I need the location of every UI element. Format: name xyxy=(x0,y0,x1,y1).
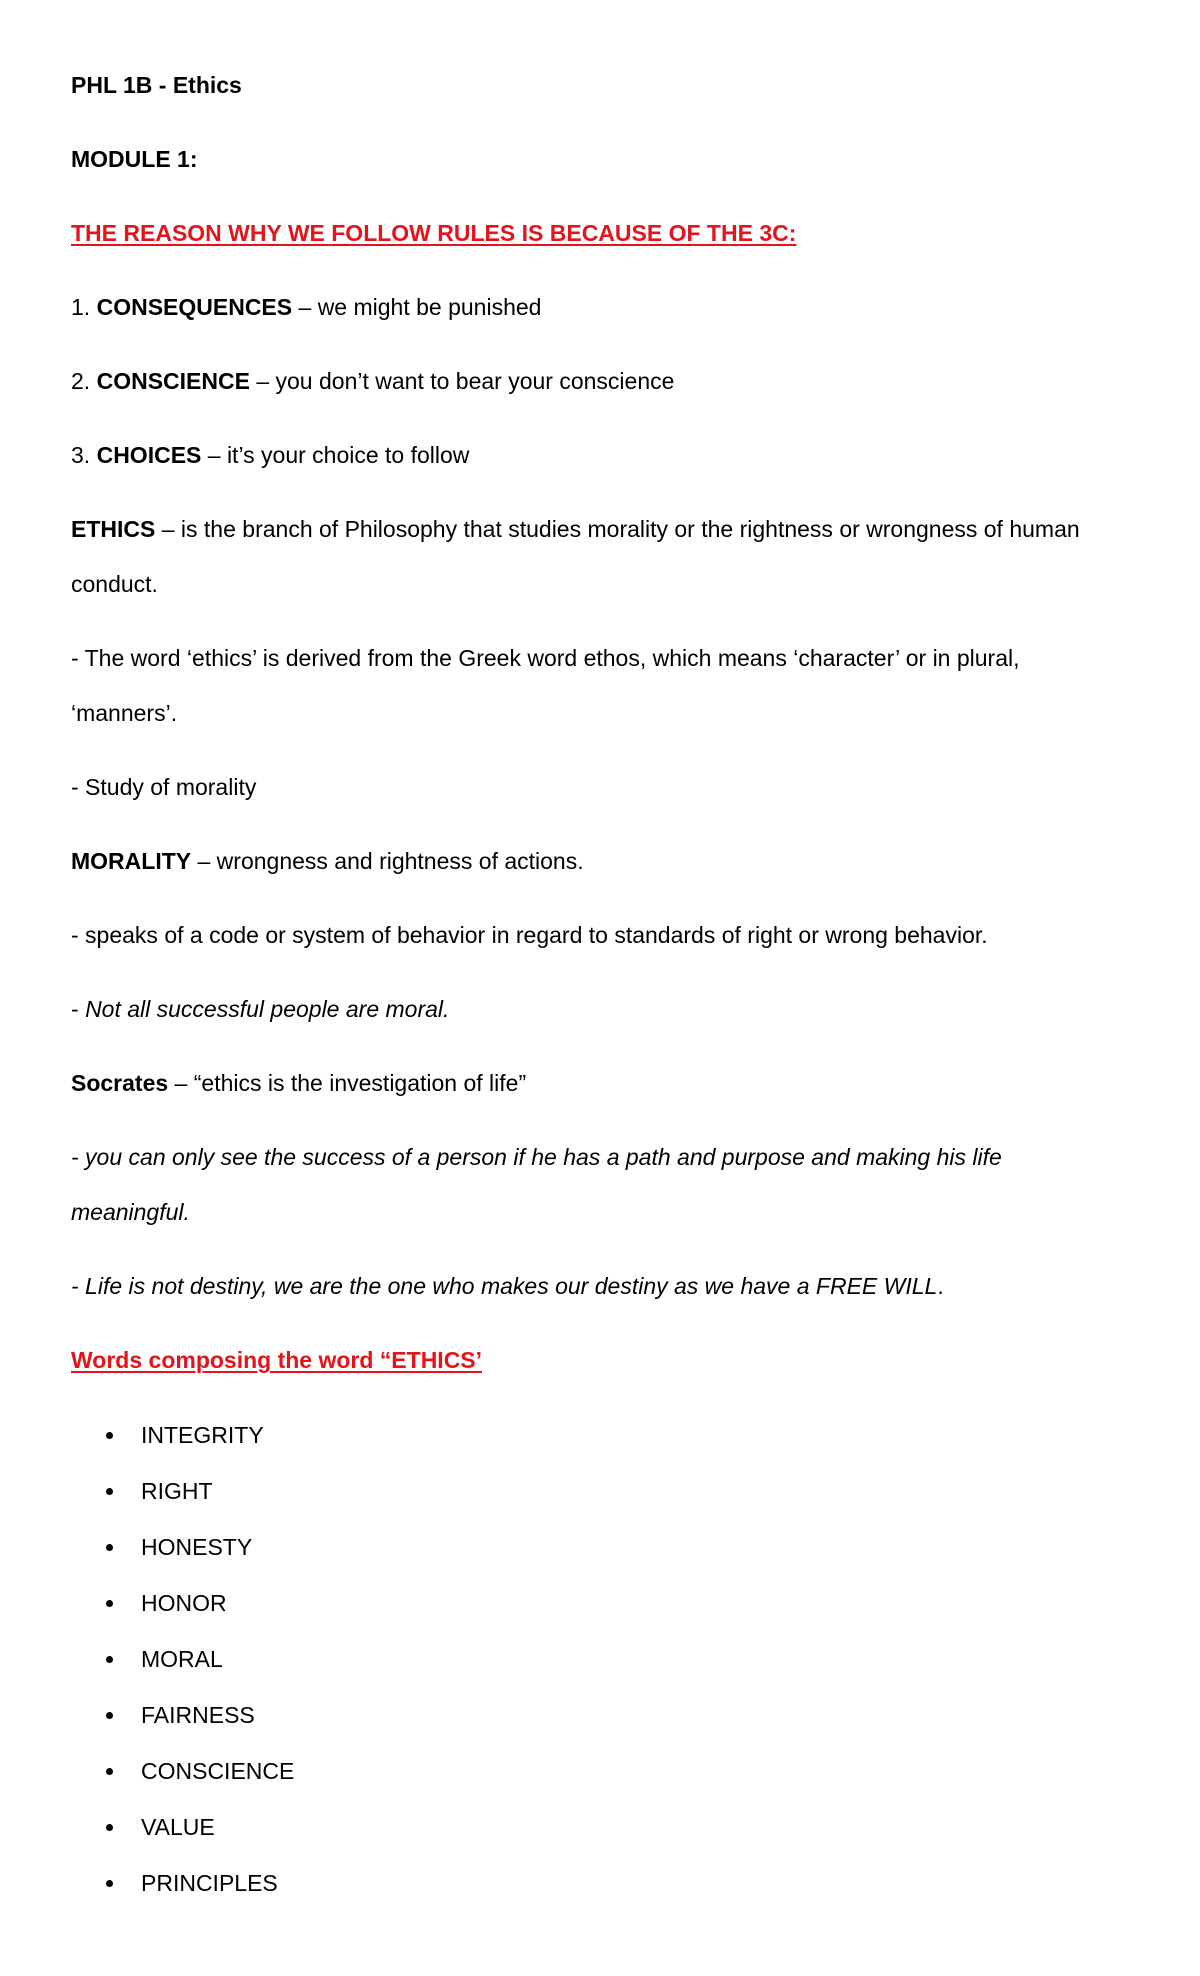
morality-dash: - xyxy=(71,996,86,1022)
three-c-number: 1. xyxy=(71,294,91,320)
course-title: PHL 1B - Ethics xyxy=(71,72,242,98)
bullet-icon xyxy=(106,1712,113,1719)
ethics-definition-text: – is the branch of Philosophy that studies morality or the rightness or wrongness of human xyxy=(155,516,1080,542)
document-page: PHL 1B - Ethics MODULE 1: THE REASON WHY WE FOLLOW RULES IS BECAUSE OF THE 3C: 1. CONSEQUENCES – we might be punished 2. CONSCIENCE – you don’t want to bear your conscience 3. CHOICES – it’s your choice to follow ETHICS – is the branch of Philosophy that studies morality or the rightness or wrongness of human conduct. - The word ‘ethics’ is derived from the Greek word ethos, which means ‘character’ or in plural, ‘manners’. - Study of morality MORALITY – wrongness and rightness of actions. - speaks of a code or system of behavior in regard to standards of right or wrong behavior. - Not all successful people are moral. Socrates – “ethics is the investigation of life” - you can only see the success of a person if he has a path and purpose and making his life meaningful. - Life is not destiny, we are the one who makes our destiny as we have a FREE WILL. Words composing the word “ETHICS’ INTEGRITY RIGHT HONESTY HONOR MORAL FAIRNESS CONSCIENCE VALUE PRINCIPLES xyxy=(0,0,1200,1976)
morality-code-note: - speaks of a code or system of behavior in regard to standards of right or wrong behavior. xyxy=(71,922,988,948)
ethics-definition-continued: conduct. xyxy=(71,571,158,597)
ethics-derivation: - The word ‘ethics’ is derived from the Greek word ethos, which means ‘character’ or in plural, xyxy=(71,645,1020,671)
three-c-text: – you don’t want to bear your conscience xyxy=(249,368,675,394)
three-c-number: 2. xyxy=(71,368,91,394)
destiny-note xyxy=(71,1271,1131,1301)
ethics-term: ETHICS xyxy=(71,516,156,542)
three-c-term: CONSCIENCE xyxy=(96,368,250,394)
three-c-item-choices xyxy=(71,440,1131,470)
bullet-icon xyxy=(106,1488,113,1495)
destiny-note-period: . xyxy=(937,1273,944,1299)
rules-heading: THE REASON WHY WE FOLLOW RULES IS BECAUSE OF THE 3C: xyxy=(71,220,797,246)
morality-term: MORALITY xyxy=(71,848,192,874)
morality-definition xyxy=(71,846,1131,876)
words-heading: Words composing the word “ETHICS’ xyxy=(71,1347,483,1373)
three-c-number: 3. xyxy=(71,442,91,468)
three-c-item-consequences xyxy=(71,292,1131,322)
destiny-note-text: - Life is not destiny, we are the one who makes our destiny as we have a FREE WILL xyxy=(71,1273,938,1299)
bullet-icon xyxy=(106,1544,113,1551)
three-c-term: CHOICES xyxy=(96,442,202,468)
socrates-quote xyxy=(71,1068,1131,1098)
morality-success-note xyxy=(71,994,1131,1024)
socrates-note: - you can only see the success of a person if he has a path and purpose and making his life xyxy=(71,1144,1002,1170)
bullet-icon xyxy=(106,1880,113,1887)
bullet-icon xyxy=(106,1656,113,1663)
bullet-icon xyxy=(106,1432,113,1439)
three-c-item-conscience xyxy=(71,366,1131,396)
three-c-term: CONSEQUENCES xyxy=(96,294,293,320)
ethics-derivation-continued: ‘manners’. xyxy=(71,700,178,726)
socrates-note-continued: meaningful. xyxy=(71,1199,190,1225)
bullet-icon xyxy=(106,1600,113,1607)
socrates-term: Socrates xyxy=(71,1070,169,1096)
three-c-text: – it’s your choice to follow xyxy=(201,442,470,468)
morality-success-text: Not all successful people are moral. xyxy=(85,996,450,1022)
bullet-icon xyxy=(106,1768,113,1775)
ethics-study-note: - Study of morality xyxy=(71,774,257,800)
morality-definition-text: – wrongness and rightness of actions. xyxy=(191,848,584,874)
socrates-quote-text: – “ethics is the investigation of life” xyxy=(168,1070,527,1096)
bullet-icon xyxy=(106,1824,113,1831)
three-c-text: – we might be punished xyxy=(292,294,542,320)
module-heading: MODULE 1: xyxy=(71,146,198,172)
ethics-definition xyxy=(71,514,1131,544)
